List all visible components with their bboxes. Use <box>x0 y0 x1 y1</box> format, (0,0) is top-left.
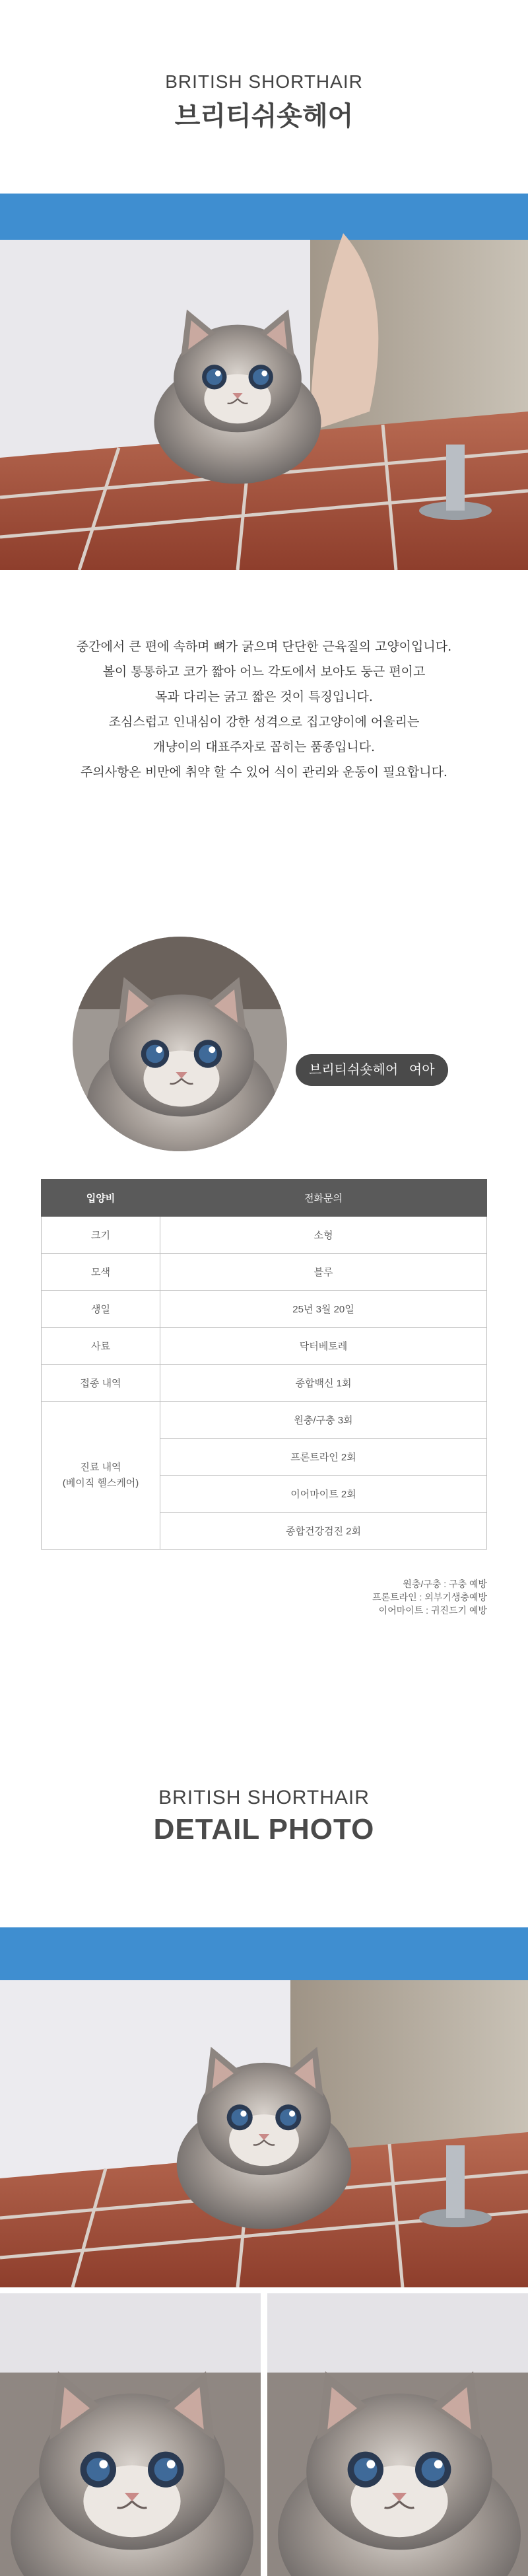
table-row <box>42 1365 487 1402</box>
table-cell-value: 종합백신 1회 <box>160 1365 487 1402</box>
table-cell-value: 닥터베토레 <box>160 1328 487 1365</box>
table-cell-value: 소형 <box>160 1217 487 1254</box>
detail-header <box>0 1787 528 1846</box>
table-row <box>42 1254 487 1291</box>
badge-breed: 브리티쉬숏헤어 <box>309 1063 399 1077</box>
care-history-label <box>42 1402 160 1550</box>
detail-english-title: BRITISH SHORTHAIR <box>158 1787 370 1808</box>
table-cell-label: 생일 <box>42 1291 160 1328</box>
table-row <box>42 1402 487 1439</box>
care-label-main: 진료 내역 <box>80 1461 121 1473</box>
hero-english-title: BRITISH SHORTHAIR <box>165 71 363 92</box>
table-cell-label: 접종 내역 <box>42 1365 160 1402</box>
hero-korean-title: 브리티쉬숏헤어 <box>174 102 354 131</box>
description-line: 주의사항은 비만에 취약 할 수 있어 식이 관리와 운동이 필요합니다. <box>81 765 447 779</box>
description-line: 볼이 통통하고 코가 짧아 어느 각도에서 보아도 둥근 편이고 <box>102 664 426 679</box>
table-row <box>42 1328 487 1365</box>
hero-kitten-photo <box>0 194 528 570</box>
detail-closeup-photo-right <box>267 2293 528 2576</box>
table-cell-value: 이어마이트 2회 <box>160 1476 487 1513</box>
note-line: 프론트라인 : 외부기생충예방 <box>372 1592 487 1602</box>
care-notes <box>372 1577 487 1617</box>
table-cell-label: 사료 <box>42 1328 160 1365</box>
table-cell-value: 전화문의 <box>160 1180 487 1217</box>
detail-kitten-photo <box>0 1927 528 2287</box>
note-line: 이어마이트 : 귀진드기 예방 <box>378 1605 487 1616</box>
breed-description <box>0 634 528 785</box>
breed-sex-badge <box>296 1054 448 1086</box>
table-cell-value: 종합건강검진 2회 <box>160 1513 487 1550</box>
table-cell-label: 모색 <box>42 1254 160 1291</box>
table-row <box>42 1291 487 1328</box>
info-table <box>41 1179 487 1550</box>
table-cell-value: 원충/구충 3회 <box>160 1402 487 1439</box>
table-row <box>42 1180 487 1217</box>
table-cell-value: 프론트라인 2회 <box>160 1439 487 1476</box>
detail-closeup-photo-left <box>0 2293 261 2576</box>
description-line: 개냥이의 대표주자로 꼽히는 품종입니다. <box>152 740 376 754</box>
description-line: 중간에서 큰 편에 속하며 뼈가 굵으며 단단한 근육질의 고양이입니다. <box>76 639 452 654</box>
kitten-portrait-circle <box>73 937 287 1151</box>
care-label-sub: (베이직 헬스케어) <box>62 1477 139 1489</box>
badge-sex: 여아 <box>409 1063 435 1077</box>
description-line: 목과 다리는 굵고 짧은 것이 특징입니다. <box>155 690 373 704</box>
table-cell-label: 크기 <box>42 1217 160 1254</box>
note-line: 원충/구충 : 구충 예방 <box>403 1579 487 1589</box>
table-cell-label: 입양비 <box>42 1180 160 1217</box>
table-cell-value: 블루 <box>160 1254 487 1291</box>
description-line: 조심스럽고 인내심이 강한 성격으로 집고양이에 어울리는 <box>108 715 420 729</box>
hero-header <box>0 71 528 133</box>
table-row <box>42 1217 487 1254</box>
table-cell-value: 25년 3월 20일 <box>160 1291 487 1328</box>
detail-photo-title: DETAIL PHOTO <box>153 1813 375 1845</box>
